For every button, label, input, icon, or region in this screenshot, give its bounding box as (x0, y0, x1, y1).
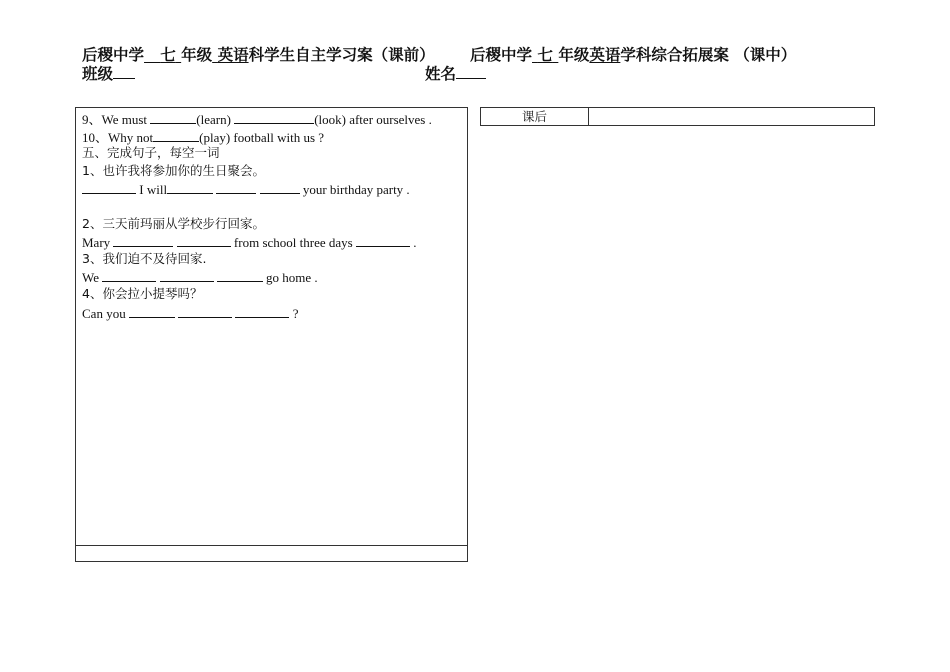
after-class-table (480, 107, 875, 126)
s2-blank-1[interactable] (113, 232, 173, 247)
sentence-1-english (82, 179, 463, 197)
q9-prefix: 9、We must (82, 112, 148, 127)
sentence-2-english (82, 232, 463, 250)
name-segment (425, 64, 486, 83)
s2-blank-2[interactable] (177, 232, 231, 247)
sentence-4-chinese: 4、你会拉小提琴吗？ (82, 285, 203, 301)
s1-suffix: your birthday party . (302, 182, 410, 198)
school-name-left: 后稷中学 (82, 46, 145, 64)
s4-blank-2[interactable] (178, 303, 232, 318)
header-right-segment (470, 46, 796, 64)
grade-right: 七 (537, 46, 553, 64)
spacer (82, 197, 463, 215)
title-left: 科学生自主学习案（课前） (248, 46, 435, 64)
sentence-3-chinese: 3、我们迫不及待回家. (82, 250, 207, 266)
header-info-row (82, 64, 902, 82)
sentence-3-english (82, 267, 463, 285)
grade-left: 七 (160, 46, 176, 64)
q9-blank-2[interactable] (234, 109, 314, 124)
s1-prefix: I will (139, 182, 168, 198)
subject-left: 英语 (217, 46, 249, 64)
s4-blank-3[interactable] (235, 303, 289, 318)
class-label: 班级 (82, 65, 114, 83)
question-10 (82, 127, 463, 145)
s3-blank-2[interactable] (160, 267, 214, 282)
s2-prefix: Mary (82, 235, 111, 251)
exercise-box-footer-row (76, 545, 467, 561)
name-blank (456, 64, 486, 79)
title-right: 学科综合拓展案 （课中） (620, 46, 797, 64)
sentence-4-english (82, 303, 463, 321)
s3-blank-3[interactable] (217, 267, 263, 282)
exercise-box (75, 107, 468, 562)
q9-suffix: (look) after ourselves . (314, 112, 432, 127)
s2-suffix: . (413, 235, 417, 251)
s2-blank-3[interactable] (356, 232, 410, 247)
q9-hint-learn: (learn) (196, 112, 231, 127)
s4-prefix: Can you (82, 305, 126, 321)
sentence-2-chinese: 2、三天前玛丽从学校步行回家。 (82, 215, 265, 231)
section-title: 五、完成句子，每空一词 (82, 145, 220, 161)
s4-blank-1[interactable] (129, 303, 175, 318)
s1-blank-4[interactable] (260, 179, 300, 194)
worksheet-header (82, 46, 902, 82)
q10-blank[interactable] (153, 127, 199, 142)
exercise-content (82, 109, 463, 320)
sentence-1-chinese: 1、也许我将参加你的生日聚会。 (82, 162, 265, 178)
s2-middle: from school three days (233, 235, 353, 251)
s4-suffix: ? (292, 305, 299, 321)
s3-prefix: We (82, 270, 99, 286)
header-title-row (82, 46, 902, 64)
name-label: 姓名 (425, 65, 457, 83)
s1-blank-1[interactable] (82, 179, 136, 194)
q9-blank-1[interactable] (150, 109, 196, 124)
grade-word-right: 年级 (558, 46, 590, 64)
s1-blank-3[interactable] (216, 179, 256, 194)
school-name-right: 后稷中学 (470, 46, 533, 64)
subject-right: 英语 (589, 46, 621, 64)
class-blank (113, 64, 135, 79)
after-class-label: 课后 (481, 108, 589, 125)
after-class-value[interactable] (589, 108, 874, 125)
s3-suffix: go home . (266, 270, 318, 286)
q10-suffix: (play) football with us ? (199, 129, 325, 145)
question-9 (82, 109, 463, 127)
s3-blank-1[interactable] (102, 267, 156, 282)
grade-word-left: 年级 (181, 46, 213, 64)
q10-prefix: 10、Why not (82, 129, 154, 145)
s1-blank-2[interactable] (167, 179, 213, 194)
